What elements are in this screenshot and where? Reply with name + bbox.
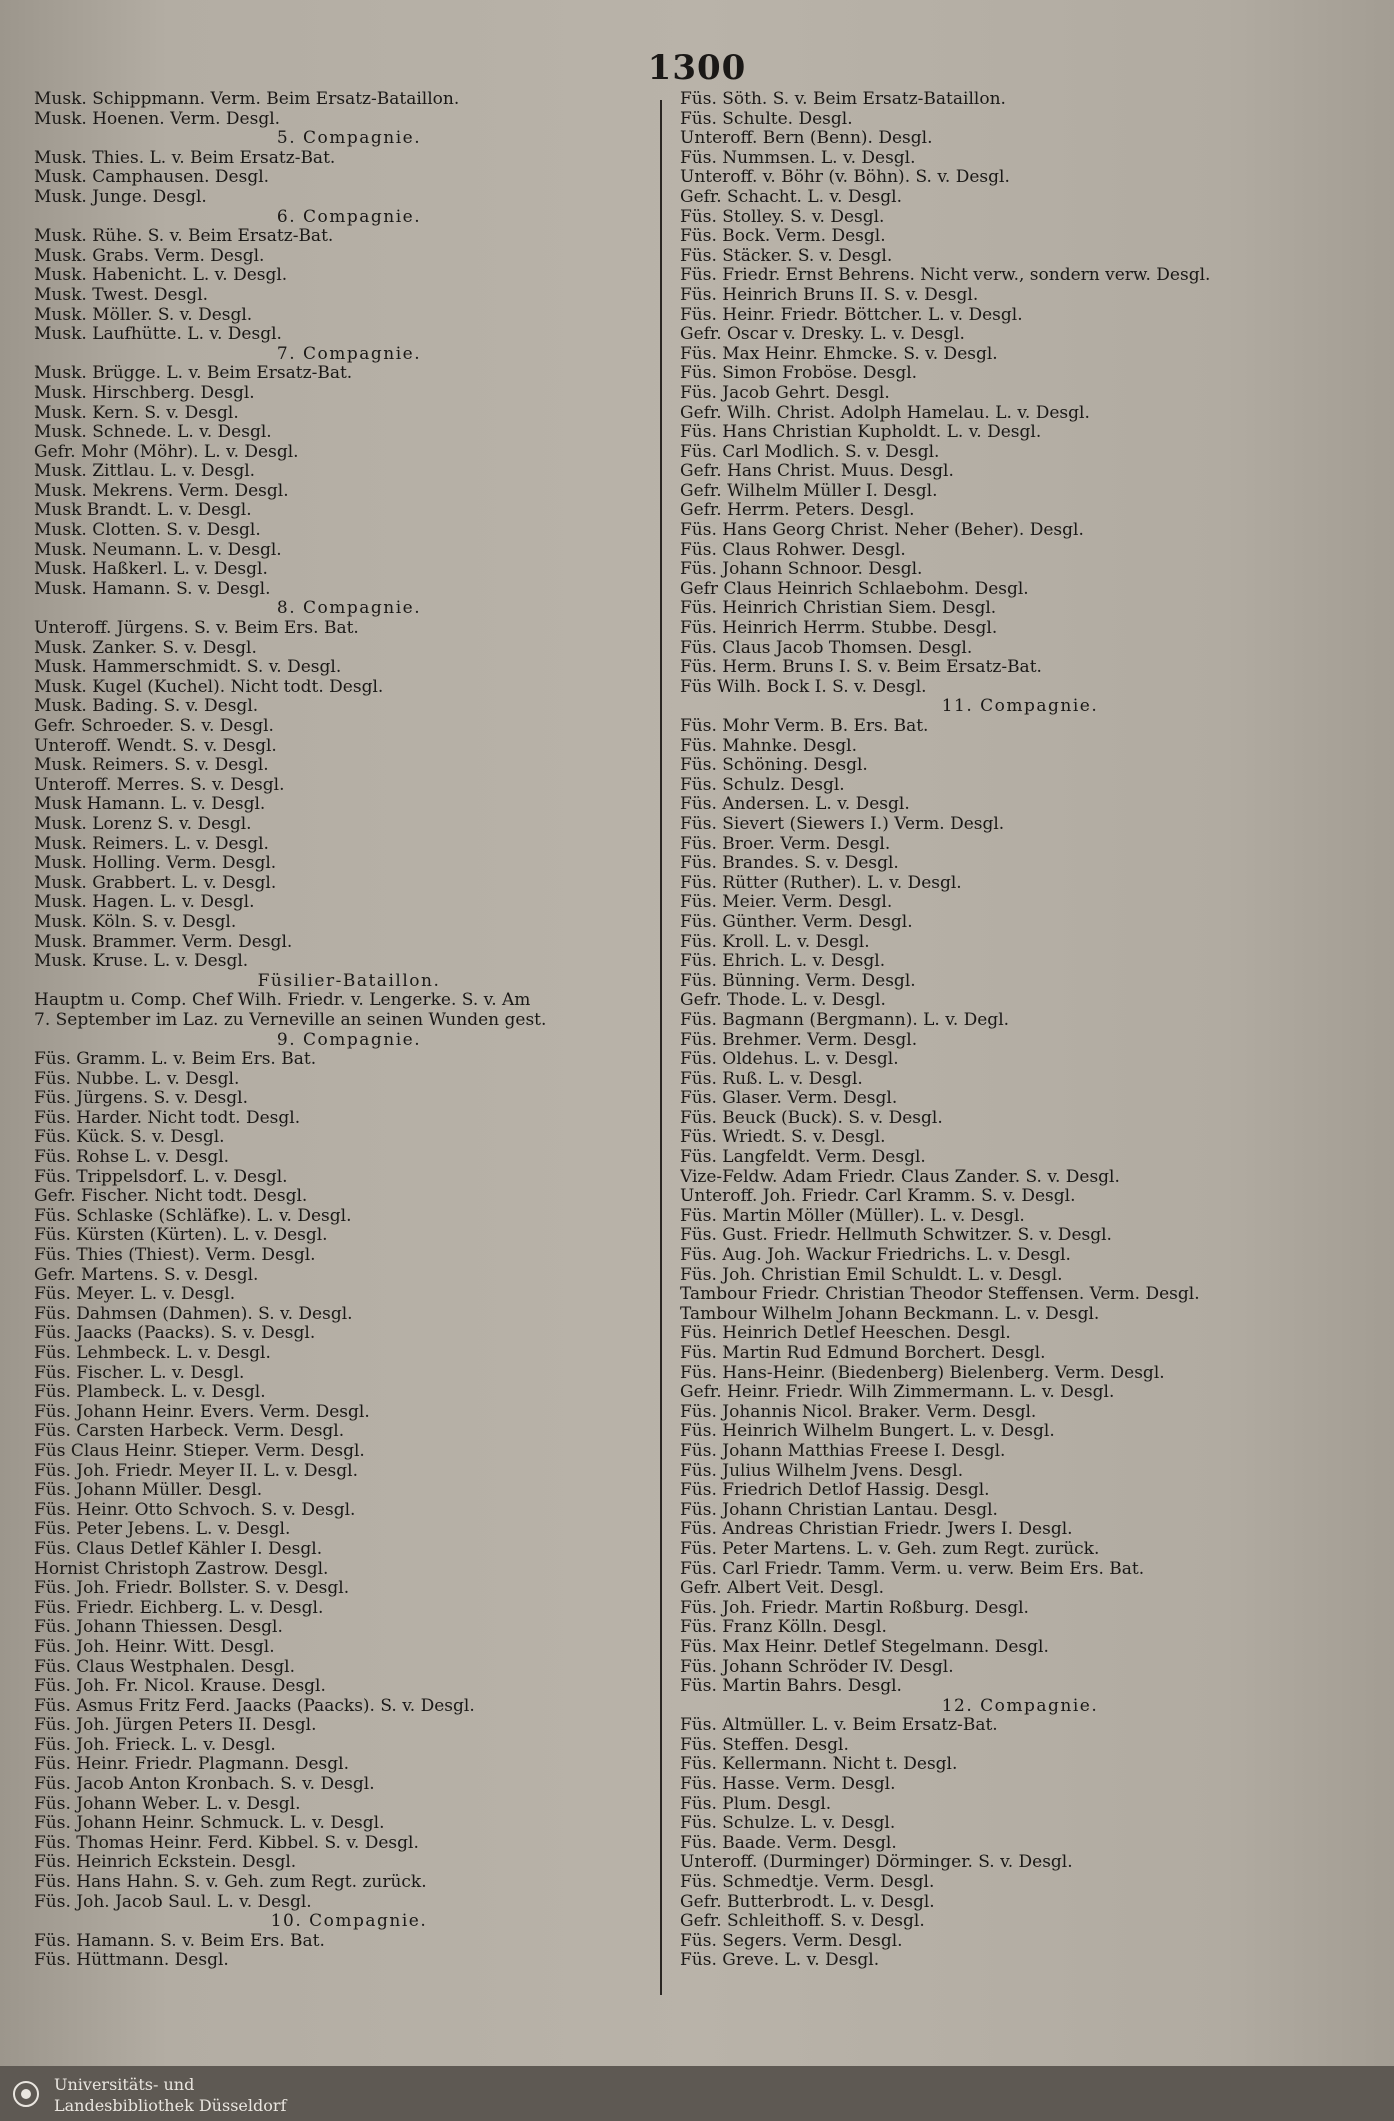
library-name — [54, 2074, 286, 2116]
list-entry: Füs. Claus Rohwer. Desgl. — [680, 540, 906, 560]
list-entry: Unteroff. v. Böhr (v. Böhn). S. v. Desgl. — [680, 168, 1010, 188]
page-number: 1300 — [647, 48, 747, 88]
section-heading: 9. Compagnie. — [276, 1030, 422, 1050]
right-column — [680, 90, 1360, 1971]
left-column — [34, 90, 664, 1971]
list-entry: Füs. Günther. Verm. Desgl. — [680, 912, 913, 932]
list-entry: Füs. Joh. Frieck. L. v. Desgl. — [34, 1735, 276, 1755]
list-entry: Unteroff. Bern (Benn). Desgl. — [680, 129, 933, 149]
list-entry: Musk. Rühe. S. v. Beim Ersatz-Bat. — [34, 227, 334, 247]
list-entry: Füs. Lehmbeck. L. v. Desgl. — [34, 1344, 271, 1363]
list-entry: Füs. Hans Hahn. S. v. Geh. zum Regt. zurück. — [34, 1873, 427, 1893]
list-entry: Füs. Plambeck. L. v. Desgl. — [34, 1383, 266, 1403]
list-entry: Füs. Thomas Heinr. Ferd. Kibbel. S. v. Desgl. — [34, 1833, 419, 1853]
list-entry: Füs. Claus Jacob Thomsen. Desgl. — [680, 638, 973, 658]
list-entry: Musk. Grabs. Verm. Desgl. — [34, 246, 265, 266]
list-entry: Musk. Haßkerl. L. v. Desgl. — [34, 560, 268, 580]
library-name-line1: Universitäts- und — [54, 2075, 195, 2094]
list-entry: 7. September im Laz. zu Verneville an seinen Wunden gest. — [34, 1010, 547, 1030]
list-entry: Füs. Mohr Verm. B. Ers. Bat. — [680, 717, 929, 736]
list-entry: Füs. Gust. Friedr. Hellmuth Schwitzer. S. v. Desgl. — [680, 1226, 1112, 1246]
section-heading: 7. Compagnie. — [276, 344, 422, 364]
list-entry: Musk. Brügge. L. v. Beim Ersatz-Bat. — [34, 364, 353, 384]
list-entry: Füs. Friedrich Detlof Hassig. Desgl. — [680, 1481, 990, 1501]
list-entry: Füs. Sievert (Siewers I.) Verm. Desgl. — [680, 814, 1005, 834]
list-entry: Füs. Joh. Friedr. Bollster. S. v. Desgl. — [34, 1579, 350, 1599]
list-entry: Gefr. Herrm. Peters. Desgl. — [680, 501, 915, 521]
list-entry: Füs. Friedr. Ernst Behrens. Nicht verw., sondern verw. Desgl. — [680, 266, 1211, 286]
list-entry: Musk. Holling. Verm. Desgl. — [34, 854, 277, 874]
list-entry: Füs. Andersen. L. v. Desgl. — [680, 795, 910, 815]
list-entry: Gefr. Albert Veit. Desgl. — [680, 1579, 885, 1599]
list-entry: Gefr. Butterbrodt. L. v. Desgl. — [680, 1892, 935, 1912]
list-entry: Musk Brandt. L. v. Desgl. — [34, 501, 252, 521]
list-entry: Musk. Möller. S. v. Desgl. — [34, 305, 253, 325]
list-entry: Gefr. Heinr. Friedr. Wilh Zimmermann. L. v. Desgl. — [680, 1383, 1115, 1403]
list-entry: Gefr. Wilhelm Müller I. Desgl. — [680, 481, 938, 501]
list-entry: Füs. Beuck (Buck). S. v. Desgl. — [680, 1108, 943, 1128]
list-entry: Füs. Heinr. Friedr. Böttcher. L. v. Desgl. — [680, 305, 1023, 325]
list-entry: Unteroff. Merres. S. v. Desgl. — [34, 775, 285, 795]
list-entry: Musk. Neumann. L. v. Desgl. — [34, 540, 282, 560]
list-entry: Füs. Stolley. S. v. Desgl. — [680, 207, 885, 227]
list-entry: Füs. Joh. Friedr. Martin Roßburg. Desgl. — [680, 1598, 1029, 1618]
list-entry: Füs. Glaser. Verm. Desgl. — [680, 1089, 898, 1109]
list-entry: Füs. Meyer. L. v. Desgl. — [34, 1285, 236, 1305]
list-entry: Füs. Hans Georg Christ. Neher (Beher). Desgl. — [680, 521, 1084, 541]
list-entry: Füs. Andreas Christian Friedr. Jwers I. Desgl. — [680, 1520, 1073, 1540]
list-entry: Füs. Johann Matthias Freese I. Desgl. — [680, 1441, 1006, 1461]
list-entry: Füs. Schmedtje. Verm. Desgl. — [680, 1873, 935, 1893]
list-entry: Füs. Mahnke. Desgl. — [680, 736, 858, 756]
list-entry: Musk. Hoenen. Verm. Desgl. — [34, 109, 281, 129]
list-entry: Füs. Greve. L. v. Desgl. — [680, 1951, 880, 1971]
section-heading: 5. Compagnie. — [276, 129, 422, 149]
list-entry: Gefr. Martens. S. v. Desgl. — [34, 1265, 259, 1285]
list-entry: Füs. Segers. Verm. Desgl. — [680, 1931, 903, 1951]
list-entry: Musk. Twest. Desgl. — [34, 285, 209, 305]
list-entry: Füs. Heinrich Bruns II. S. v. Desgl. — [680, 285, 979, 305]
list-entry: Füs. Johann Thiessen. Desgl. — [34, 1618, 283, 1638]
list-entry: Musk. Köln. S. v. Desgl. — [34, 912, 237, 932]
list-entry: Füs. Joh. Jacob Saul. L. v. Desgl. — [34, 1892, 312, 1912]
list-entry: Füs. Dahmsen (Dahmen). S. v. Desgl. — [34, 1304, 353, 1324]
list-entry: Füs. Joh. Jürgen Peters II. Desgl. — [34, 1716, 317, 1736]
list-entry: Füs. Julius Wilhelm Jvens. Desgl. — [680, 1461, 964, 1481]
library-footer — [0, 2066, 1394, 2121]
list-entry: Füs. Franz Kölln. Desgl. — [680, 1618, 887, 1638]
list-entry: Füs. Kellermann. Nicht t. Desgl. — [680, 1755, 958, 1775]
list-entry: Musk. Hirschberg. Desgl. — [34, 383, 255, 403]
list-entry: Gefr Claus Heinrich Schlaebohm. Desgl. — [680, 579, 1029, 599]
list-entry: Füs. Joh. Fr. Nicol. Krause. Desgl. — [34, 1677, 326, 1697]
list-entry: Gefr. Schleithoff. S. v. Desgl. — [680, 1912, 925, 1932]
list-entry: Füs. Martin Möller (Müller). L. v. Desgl. — [680, 1206, 1025, 1226]
section-heading: 6. Compagnie. — [276, 207, 422, 227]
list-entry: Füs. Rütter (Ruther). L. v. Desgl. — [680, 873, 962, 893]
list-entry: Musk. Zanker. S. v. Desgl. — [34, 638, 257, 658]
list-entry: Füs. Johann Christian Lantau. Desgl. — [680, 1500, 998, 1520]
list-entry: Füs. Johann Schröder IV. Desgl. — [680, 1657, 954, 1677]
list-entry: Füs. Claus Westphalen. Desgl. — [34, 1657, 295, 1677]
list-entry: Musk. Brammer. Verm. Desgl. — [34, 932, 293, 952]
list-entry: Füs. Bagmann (Bergmann). L. v. Degl. — [680, 1010, 1010, 1030]
list-entry: Füs. Heinrich Herrm. Stubbe. Desgl. — [680, 619, 998, 639]
list-entry: Hornist Christoph Zastrow. Desgl. — [34, 1559, 329, 1579]
list-entry: Füs. Kück. S. v. Desgl. — [34, 1128, 225, 1148]
list-entry: Musk. Bading. S. v. Desgl. — [34, 697, 259, 717]
list-entry: Füs. Schöning. Desgl. — [680, 756, 868, 776]
list-entry: Füs. Max Heinr. Ehmcke. S. v. Desgl. — [680, 344, 998, 364]
list-entry: Musk. Hamann. S. v. Desgl. — [34, 579, 271, 599]
list-entry: Füs. Meier. Verm. Desgl. — [680, 893, 893, 913]
list-entry: Musk. Schippmann. Verm. Beim Ersatz-Bataillon. — [34, 90, 460, 109]
list-entry: Gefr. Schroeder. S. v. Desgl. — [34, 717, 274, 736]
list-entry: Füs. Joh. Friedr. Meyer II. L. v. Desgl. — [34, 1461, 358, 1481]
list-entry: Gefr. Fischer. Nicht todt. Desgl. — [34, 1187, 308, 1207]
list-entry: Füs Wilh. Bock I. S. v. Desgl. — [680, 677, 927, 697]
list-entry: Füs. Carl Friedr. Tamm. Verm. u. verw. Beim Ers. Bat. — [680, 1559, 1145, 1579]
list-entry: Füs. Hasse. Verm. Desgl. — [680, 1775, 896, 1795]
list-entry: Musk. Reimers. L. v. Desgl. — [34, 834, 269, 854]
list-entry: Füs. Martin Rud Edmund Borchert. Desgl. — [680, 1344, 1046, 1363]
list-entry: Musk. Reimers. S. v. Desgl. — [34, 756, 269, 776]
list-entry: Füs. Wriedt. S. v. Desgl. — [680, 1128, 886, 1148]
list-entry: Füs. Kroll. L. v. Desgl. — [680, 932, 870, 952]
list-entry: Füs. Altmüller. L. v. Beim Ersatz-Bat. — [680, 1716, 998, 1736]
list-entry: Musk. Kruse. L. v. Desgl. — [34, 952, 249, 972]
list-entry: Tambour Friedr. Christian Theodor Steffensen. Verm. Desgl. — [680, 1285, 1200, 1305]
list-entry: Füs. Harder. Nicht todt. Desgl. — [34, 1108, 301, 1128]
list-entry: Füs. Brandes. S. v. Desgl. — [680, 854, 899, 874]
list-entry: Musk. Habenicht. L. v. Desgl. — [34, 266, 288, 286]
list-entry: Füs. Bock. Verm. Desgl. — [680, 227, 886, 247]
section-heading: 11. Compagnie. — [941, 697, 1099, 717]
list-entry: Füs. Kürsten (Kürten). L. v. Desgl. — [34, 1226, 328, 1246]
list-entry: Füs. Joh. Christian Emil Schuldt. L. v. Desgl. — [680, 1265, 1063, 1285]
list-entry: Musk. Junge. Desgl. — [34, 187, 207, 207]
list-entry: Füs. Thies (Thiest). Verm. Desgl. — [34, 1246, 316, 1266]
list-entry: Musk. Zittlau. L. v. Desgl. — [34, 462, 256, 482]
list-entry: Füs. Nubbe. L. v. Desgl. — [34, 1069, 240, 1089]
section-heading: 10. Compagnie. — [270, 1912, 428, 1932]
list-entry: Musk. Mekrens. Verm. Desgl. — [34, 481, 289, 501]
library-logo-icon — [12, 2080, 40, 2108]
list-entry: Tambour Wilhelm Johann Beckmann. L. v. Desgl. — [680, 1304, 1100, 1324]
list-entry: Füs. Brehmer. Verm. Desgl. — [680, 1030, 918, 1050]
list-entry: Musk. Clotten. S. v. Desgl. — [34, 521, 261, 541]
list-entry: Gefr. Wilh. Christ. Adolph Hamelau. L. v. Desgl. — [680, 403, 1090, 423]
list-entry: Füs. Heinr. Friedr. Plagmann. Desgl. — [34, 1755, 349, 1775]
list-entry: Füs. Heinrich Wilhelm Bungert. L. v. Desgl. — [680, 1422, 1055, 1442]
list-entry: Füs. Bünning. Verm. Desgl. — [680, 971, 916, 991]
list-entry: Musk. Kern. S. v. Desgl. — [34, 403, 239, 423]
list-entry: Füs. Schulte. Desgl. — [680, 109, 853, 129]
list-entry: Füs. Simon Froböse. Desgl. — [680, 364, 918, 384]
list-entry: Füs. Martin Bahrs. Desgl. — [680, 1677, 902, 1697]
list-entry: Füs. Langfeldt. Verm. Desgl. — [680, 1148, 926, 1168]
list-entry: Füs. Hamann. S. v. Beim Ers. Bat. — [34, 1931, 325, 1951]
list-entry: Musk. Camphausen. Desgl. — [34, 168, 270, 188]
list-entry: Füs. Broer. Verm. Desgl. — [680, 834, 891, 854]
list-entry: Gefr. Mohr (Möhr). L. v. Desgl. — [34, 442, 299, 462]
list-entry: Füs. Claus Detlef Kähler I. Desgl. — [34, 1539, 323, 1559]
list-entry: Füs. Ehrich. L. v. Desgl. — [680, 952, 886, 972]
list-entry: Füs. Stäcker. S. v. Desgl. — [680, 246, 893, 266]
list-entry: Füs. Jaacks (Paacks). S. v. Desgl. — [34, 1324, 316, 1344]
list-entry: Hauptm u. Comp. Chef Wilh. Friedr. v. Lengerke. S. v. Am — [34, 991, 531, 1011]
list-entry: Musk. Lorenz S. v. Desgl. — [34, 814, 252, 834]
list-entry: Füs. Heinrich Detlef Heeschen. Desgl. — [680, 1324, 1011, 1344]
list-entry: Füs. Nummsen. L. v. Desgl. — [680, 148, 916, 168]
list-entry: Füs. Johann Weber. L. v. Desgl. — [34, 1794, 301, 1814]
list-entry: Füs. Carl Modlich. S. v. Desgl. — [680, 442, 940, 462]
list-entry: Musk. Hammerschmidt. S. v. Desgl. — [34, 658, 342, 678]
list-entry: Musk. Hagen. L. v. Desgl. — [34, 893, 255, 913]
list-entry: Füs. Jacob Anton Kronbach. S. v. Desgl. — [34, 1775, 375, 1795]
list-entry: Füs. Heinrich Eckstein. Desgl. — [34, 1853, 297, 1873]
list-entry: Füs. Peter Jebens. L. v. Desgl. — [34, 1520, 291, 1540]
list-entry: Musk. Thies. L. v. Beim Ersatz-Bat. — [34, 148, 336, 168]
list-entry: Musk. Laufhütte. L. v. Desgl. — [34, 325, 282, 345]
section-heading: 8. Compagnie. — [276, 599, 422, 619]
list-entry: Füs. Plum. Desgl. — [680, 1794, 832, 1814]
list-entry: Füs. Ruß. L. v. Desgl. — [680, 1069, 863, 1089]
list-entry: Unteroff. Jürgens. S. v. Beim Ers. Bat. — [34, 619, 359, 639]
list-entry: Füs. Hüttmann. Desgl. — [34, 1951, 229, 1971]
list-entry: Füs. Schlaske (Schläfke). L. v. Desgl. — [34, 1206, 352, 1226]
list-entry: Füs. Johann Müller. Desgl. — [34, 1481, 263, 1501]
list-entry: Füs. Jürgens. S. v. Desgl. — [34, 1089, 248, 1109]
list-entry: Füs. Steffen. Desgl. — [680, 1735, 849, 1755]
list-entry: Musk. Grabbert. L. v. Desgl. — [34, 873, 277, 893]
list-entry: Füs. Hans Christian Kupholdt. L. v. Desgl. — [680, 423, 1042, 443]
list-entry: Füs. Friedr. Eichberg. L. v. Desgl. — [34, 1598, 324, 1618]
list-entry: Füs. Johann Heinr. Schmuck. L. v. Desgl. — [34, 1814, 385, 1834]
list-entry: Musk Hamann. L. v. Desgl. — [34, 795, 266, 815]
list-entry: Musk. Schnede. L. v. Desgl. — [34, 423, 272, 443]
list-entry: Unteroff. Wendt. S. v. Desgl. — [34, 736, 277, 756]
list-entry: Füs. Joh. Heinr. Witt. Desgl. — [34, 1637, 275, 1657]
list-entry: Füs. Trippelsdorf. L. v. Desgl. — [34, 1167, 288, 1187]
list-entry: Füs. Johann Schnoor. Desgl. — [680, 560, 923, 580]
column-divider — [660, 100, 662, 1995]
list-entry: Vize-Feldw. Adam Friedr. Claus Zander. S. v. Desgl. — [680, 1167, 1120, 1187]
section-heading: Füsilier-Bataillon. — [257, 971, 441, 991]
list-entry: Füs Claus Heinr. Stieper. Verm. Desgl. — [34, 1441, 365, 1461]
list-entry: Füs. Aug. Joh. Wackur Friedrichs. L. v. Desgl. — [680, 1246, 1071, 1266]
list-entry: Gefr. Hans Christ. Muus. Desgl. — [680, 462, 954, 482]
list-entry: Gefr. Oscar v. Dresky. L. v. Desgl. — [680, 325, 965, 345]
list-entry: Füs. Herm. Bruns I. S. v. Beim Ersatz-Bat. — [680, 658, 1042, 678]
list-entry: Füs. Heinr. Otto Schvoch. S. v. Desgl. — [34, 1500, 356, 1520]
list-entry: Füs. Hans-Heinr. (Biedenberg) Bielenberg. Verm. Desgl. — [680, 1363, 1165, 1383]
list-entry: Füs. Heinrich Christian Siem. Desgl. — [680, 599, 997, 619]
list-entry: Füs. Johann Heinr. Evers. Verm. Desgl. — [34, 1402, 370, 1422]
list-entry: Unteroff. (Durminger) Dörminger. S. v. Desgl. — [680, 1853, 1073, 1873]
list-entry: Gefr. Schacht. L. v. Desgl. — [680, 187, 902, 207]
list-entry: Füs. Asmus Fritz Ferd. Jaacks (Paacks). S. v. Desgl. — [34, 1696, 475, 1716]
list-entry: Füs. Johannis Nicol. Braker. Verm. Desgl. — [680, 1402, 1037, 1422]
list-entry: Füs. Schulze. L. v. Desgl. — [680, 1814, 896, 1834]
list-entry: Füs. Jacob Gehrt. Desgl. — [680, 383, 890, 403]
list-entry: Füs. Baade. Verm. Desgl. — [680, 1833, 897, 1853]
list-entry: Füs. Söth. S. v. Beim Ersatz-Bataillon. — [680, 90, 1006, 109]
list-entry: Füs. Peter Martens. L. v. Geh. zum Regt. zurück. — [680, 1539, 1100, 1559]
list-entry: Füs. Rohse L. v. Desgl. — [34, 1148, 230, 1168]
list-entry: Füs. Gramm. L. v. Beim Ers. Bat. — [34, 1050, 317, 1070]
list-entry: Füs. Carsten Harbeck. Verm. Desgl. — [34, 1422, 345, 1442]
list-entry: Füs. Schulz. Desgl. — [680, 775, 845, 795]
list-entry: Gefr. Thode. L. v. Desgl. — [680, 991, 886, 1011]
list-entry: Füs. Oldehus. L. v. Desgl. — [680, 1050, 899, 1070]
section-heading: 12. Compagnie. — [941, 1696, 1099, 1716]
list-entry: Musk. Kugel (Kuchel). Nicht todt. Desgl. — [34, 677, 384, 697]
library-name-line2: Landesbibliothek Düsseldorf — [54, 2096, 287, 2115]
list-entry: Füs. Max Heinr. Detlef Stegelmann. Desgl. — [680, 1637, 1049, 1657]
list-entry: Füs. Fischer. L. v. Desgl. — [34, 1363, 245, 1383]
list-entry: Unteroff. Joh. Friedr. Carl Kramm. S. v. Desgl. — [680, 1187, 1076, 1207]
